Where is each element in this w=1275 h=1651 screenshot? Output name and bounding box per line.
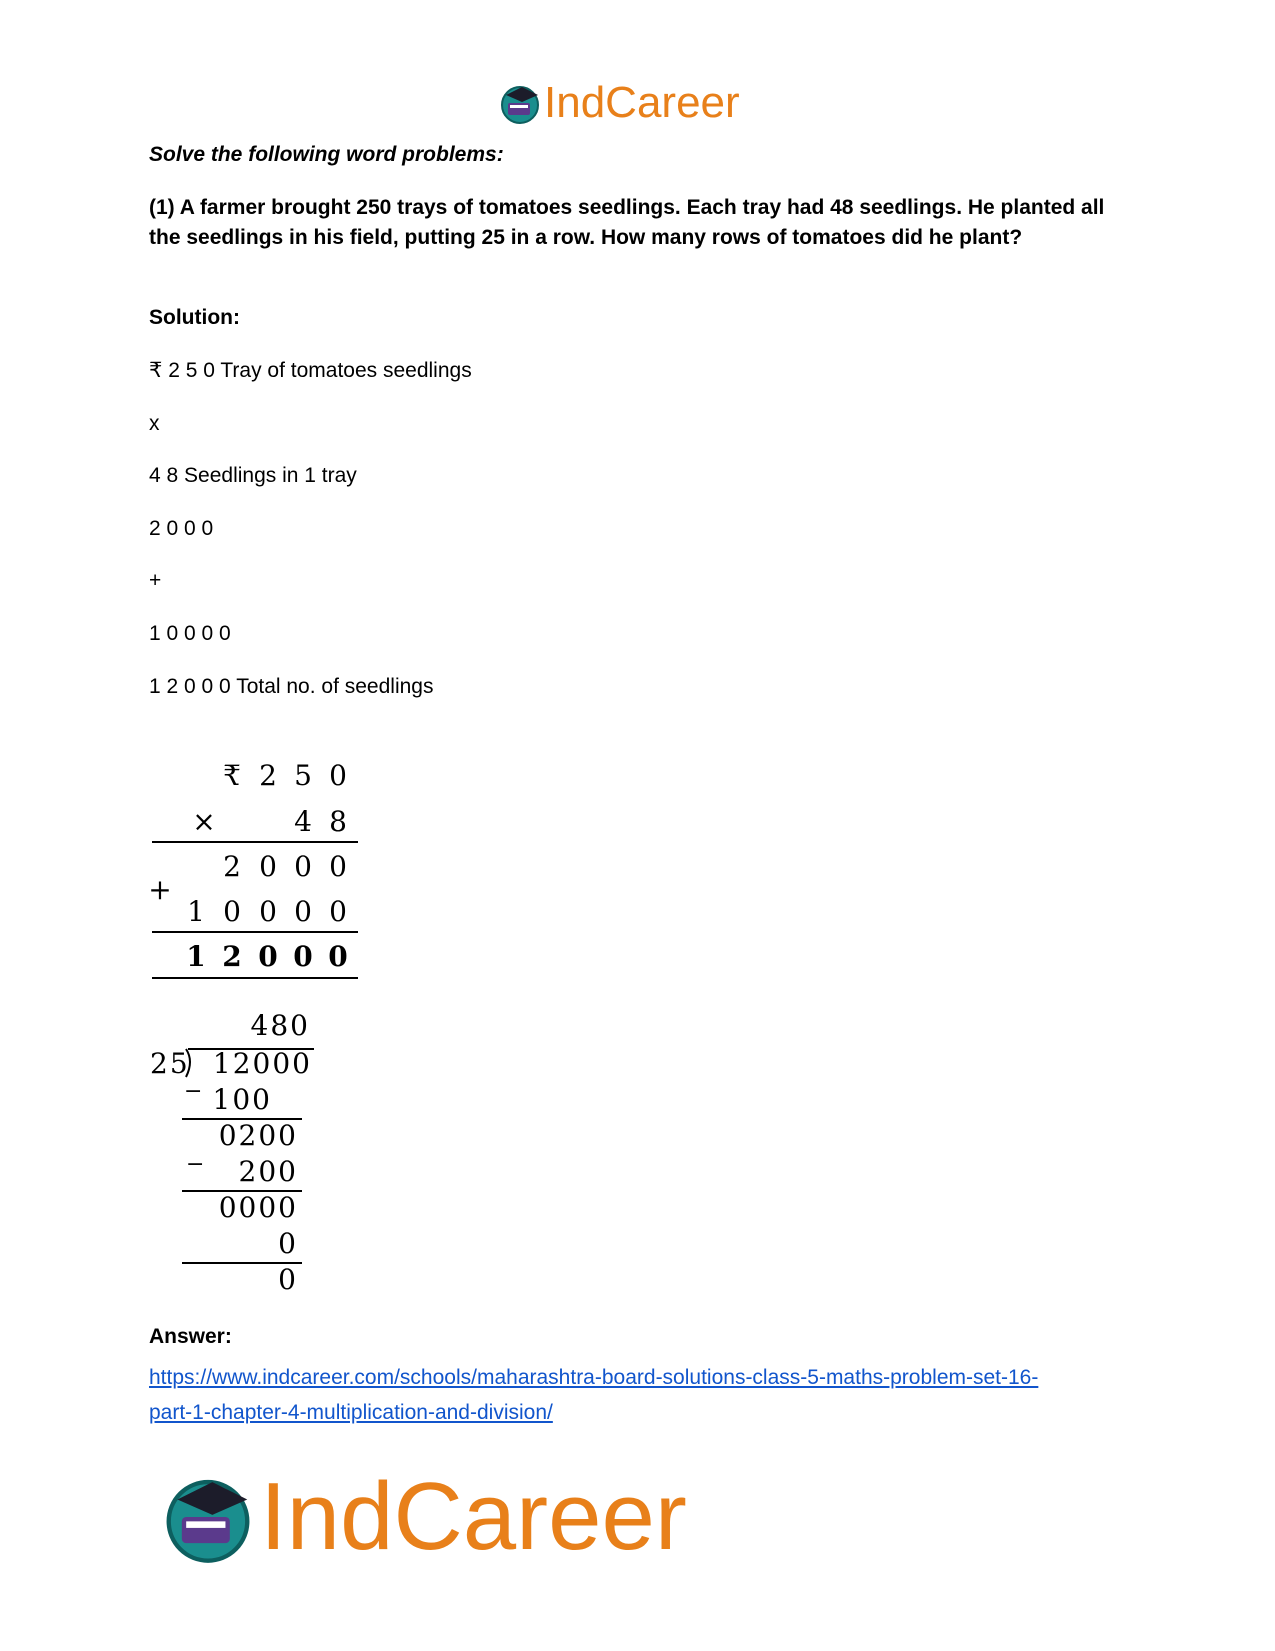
mult-digit: 0 (329, 759, 347, 792)
mult-digit: 0 (294, 850, 312, 883)
section-heading: Solve the following word problems: (149, 143, 504, 166)
brand-name: IndCareer (544, 78, 740, 127)
mult-digit: 0 (329, 895, 347, 928)
globe-cap-icon (498, 81, 542, 125)
mult-digit: 0 (259, 850, 277, 883)
div-divisor: 25 (150, 1047, 190, 1080)
mult-digit: 0 (294, 895, 312, 928)
div-step: 200 (238, 1155, 298, 1188)
multiplication-figure (148, 752, 368, 987)
solution-line: ₹ 2 5 0 Tray of tomatoes seedlings (149, 359, 472, 382)
div-step: 0 (278, 1227, 298, 1260)
mult-digit: 0 (223, 895, 241, 928)
div-step: 0000 (218, 1191, 298, 1224)
div-dividend: 12000 (212, 1047, 312, 1080)
solution-line: 1 0 0 0 0 (149, 622, 231, 645)
brand-name: IndCareer (260, 1463, 687, 1570)
mult-result-digit: 0 (293, 940, 313, 973)
question-text: (1) A farmer brought 250 trays of tomatoes seedlings. Each tray had 48 seedlings. He planted all the seedlings in his field, putting 25 in a row. How many rows of tomatoes did he plant? (149, 196, 1105, 249)
mult-operator: × (192, 805, 216, 838)
mult-digit: ₹ (223, 759, 241, 792)
solution-line: 2 0 0 0 (149, 517, 214, 540)
mult-digit: 2 (259, 759, 277, 792)
mult-digit: 5 (294, 759, 312, 792)
solution-line: 4 8 Seedlings in 1 tray (149, 464, 357, 487)
indcareer-logo-top (498, 78, 740, 128)
division-figure (148, 1005, 328, 1295)
mult-plus: + (148, 873, 172, 906)
div-remainder: 0 (278, 1263, 298, 1295)
solution-line: x (149, 412, 160, 435)
mult-digit: 1 (187, 895, 205, 928)
mult-digit: 4 (294, 805, 312, 838)
indcareer-logo-bottom (160, 1462, 687, 1572)
mult-result-digit: 0 (328, 940, 348, 973)
div-step: 100 (212, 1083, 272, 1116)
mult-digit: 2 (223, 850, 241, 883)
answer-label: Answer: (149, 1325, 232, 1348)
div-step: 0200 (218, 1119, 298, 1152)
answer-link[interactable] (149, 1360, 1129, 1430)
div-minus: − (186, 1152, 207, 1177)
solution-line: 1 2 0 0 0 Total no. of seedlings (149, 675, 434, 698)
globe-cap-icon (160, 1469, 256, 1565)
div-quotient: 480 (250, 1009, 310, 1042)
answer-link-line2[interactable]: part-1-chapter-4-multiplication-and-division/ (149, 1401, 553, 1424)
mult-digit: 0 (329, 850, 347, 883)
mult-digit: 0 (259, 895, 277, 928)
solution-label: Solution: (149, 306, 240, 329)
answer-link-line1[interactable]: https://www.indcareer.com/schools/maharashtra-board-solutions-class-5-maths-problem-set-16- (149, 1366, 1039, 1389)
mult-digit: 8 (329, 805, 347, 838)
mult-result-digit: 0 (258, 940, 278, 973)
mult-result-digit: 2 (222, 940, 242, 973)
div-minus: − (184, 1079, 205, 1104)
solution-line: + (149, 569, 162, 592)
mult-result-digit: 1 (186, 940, 206, 973)
